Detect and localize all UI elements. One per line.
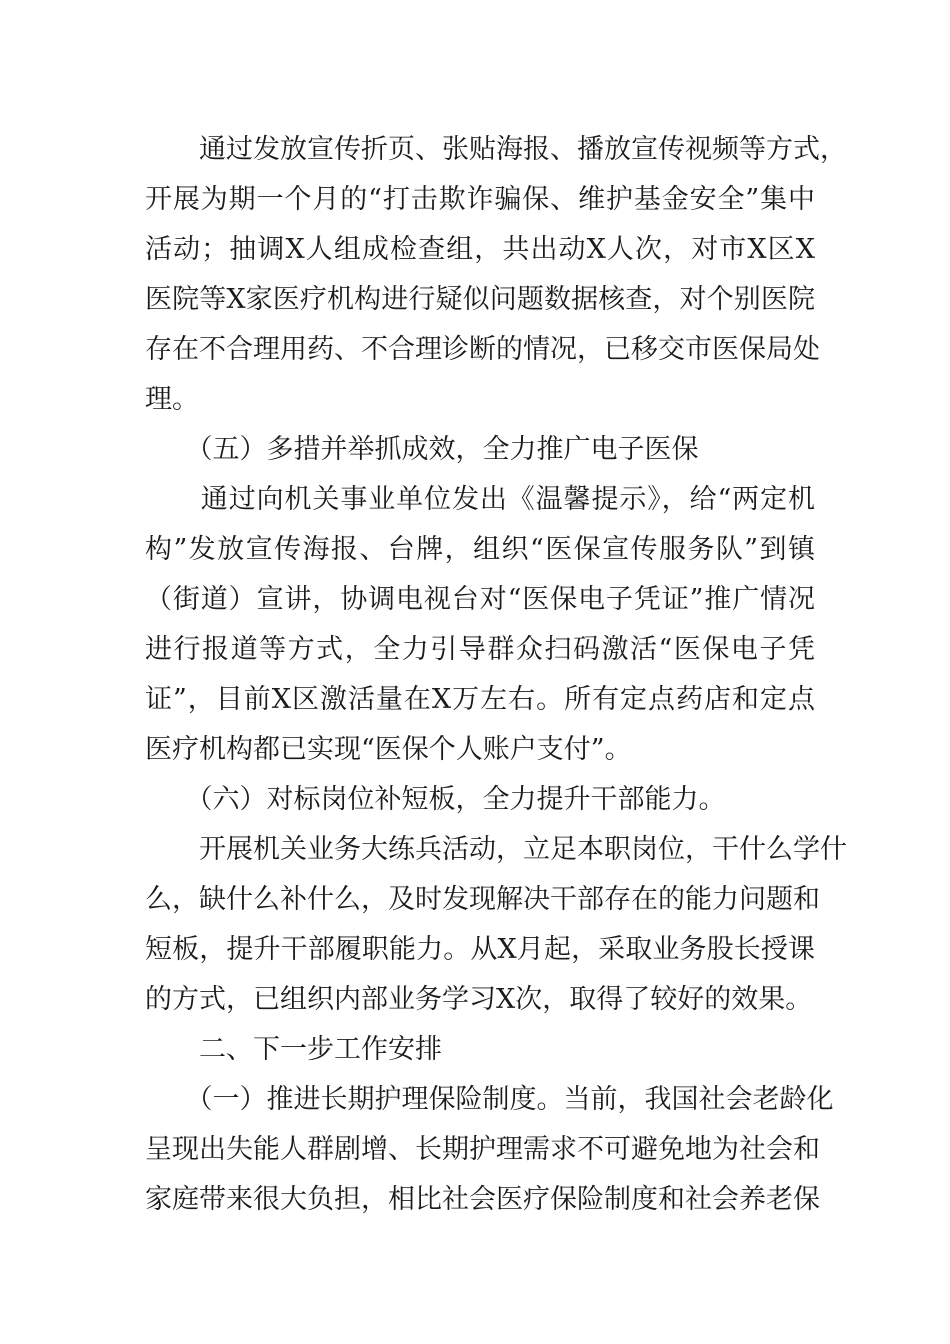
paragraph-line: 存在不合理用药、不合理诊断的情况，已移交市医保局处 <box>145 334 820 365</box>
section-heading: 二、下一步工作安排 <box>145 1034 442 1065</box>
paragraph-line: 医院等X家医疗机构进行疑似问题数据核查，对个别医院 <box>145 284 815 315</box>
paragraph-line: 的方式，已组织内部业务学习X次，取得了较好的效果。 <box>145 984 813 1015</box>
paragraph-line: 活动；抽调X人组成检查组，共出动X人次，对市X区X <box>145 234 815 265</box>
paragraph-line: 开展为期一个月的“打击欺诈骗保、维护基金安全”集中 <box>145 184 815 215</box>
paragraph-line: 家庭带来很大负担，相比社会医疗保险制度和社会养老保 <box>145 1184 820 1215</box>
paragraph-line: 么，缺什么补什么，及时发现解决干部存在的能力问题和 <box>145 884 820 915</box>
paragraph-line: 开展机关业务大练兵活动，立足本职岗位，干什么学什 <box>145 834 847 865</box>
section-heading: （五）多措并举抓成效，全力推广电子医保 <box>145 434 699 465</box>
paragraph-line: 医疗机构都已实现“医保个人账户支付”。 <box>145 734 632 765</box>
paragraph-line: 理。 <box>145 384 199 415</box>
paragraph-line: 构”发放宣传海报、台牌，组织“医保宣传服务队”到镇 <box>145 534 815 565</box>
paragraph-line: 通过发放宣传折页、张贴海报、播放宣传视频等方式， <box>145 134 847 165</box>
paragraph-line: 进行报道等方式，全力引导群众扫码激活“医保电子凭 <box>145 634 815 665</box>
section-heading: （六）对标岗位补短板，全力提升干部能力。 <box>145 784 726 815</box>
paragraph-line: （街道）宣讲，协调电视台对“医保电子凭证”推广情况 <box>145 584 815 615</box>
paragraph-line: 短板，提升干部履职能力。从X月起，采取业务股长授课 <box>145 934 815 965</box>
paragraph-line: 证”，目前X区激活量在X万左右。所有定点药店和定点 <box>145 684 815 715</box>
paragraph-line: （一）推进长期护理保险制度。当前，我国社会老龄化 <box>145 1084 834 1115</box>
paragraph-line: 呈现出失能人群剧增、长期护理需求不可避免地为社会和 <box>145 1134 820 1165</box>
paragraph-line: 通过向机关事业单位发出《温馨提示》，给“两定机 <box>145 484 815 515</box>
